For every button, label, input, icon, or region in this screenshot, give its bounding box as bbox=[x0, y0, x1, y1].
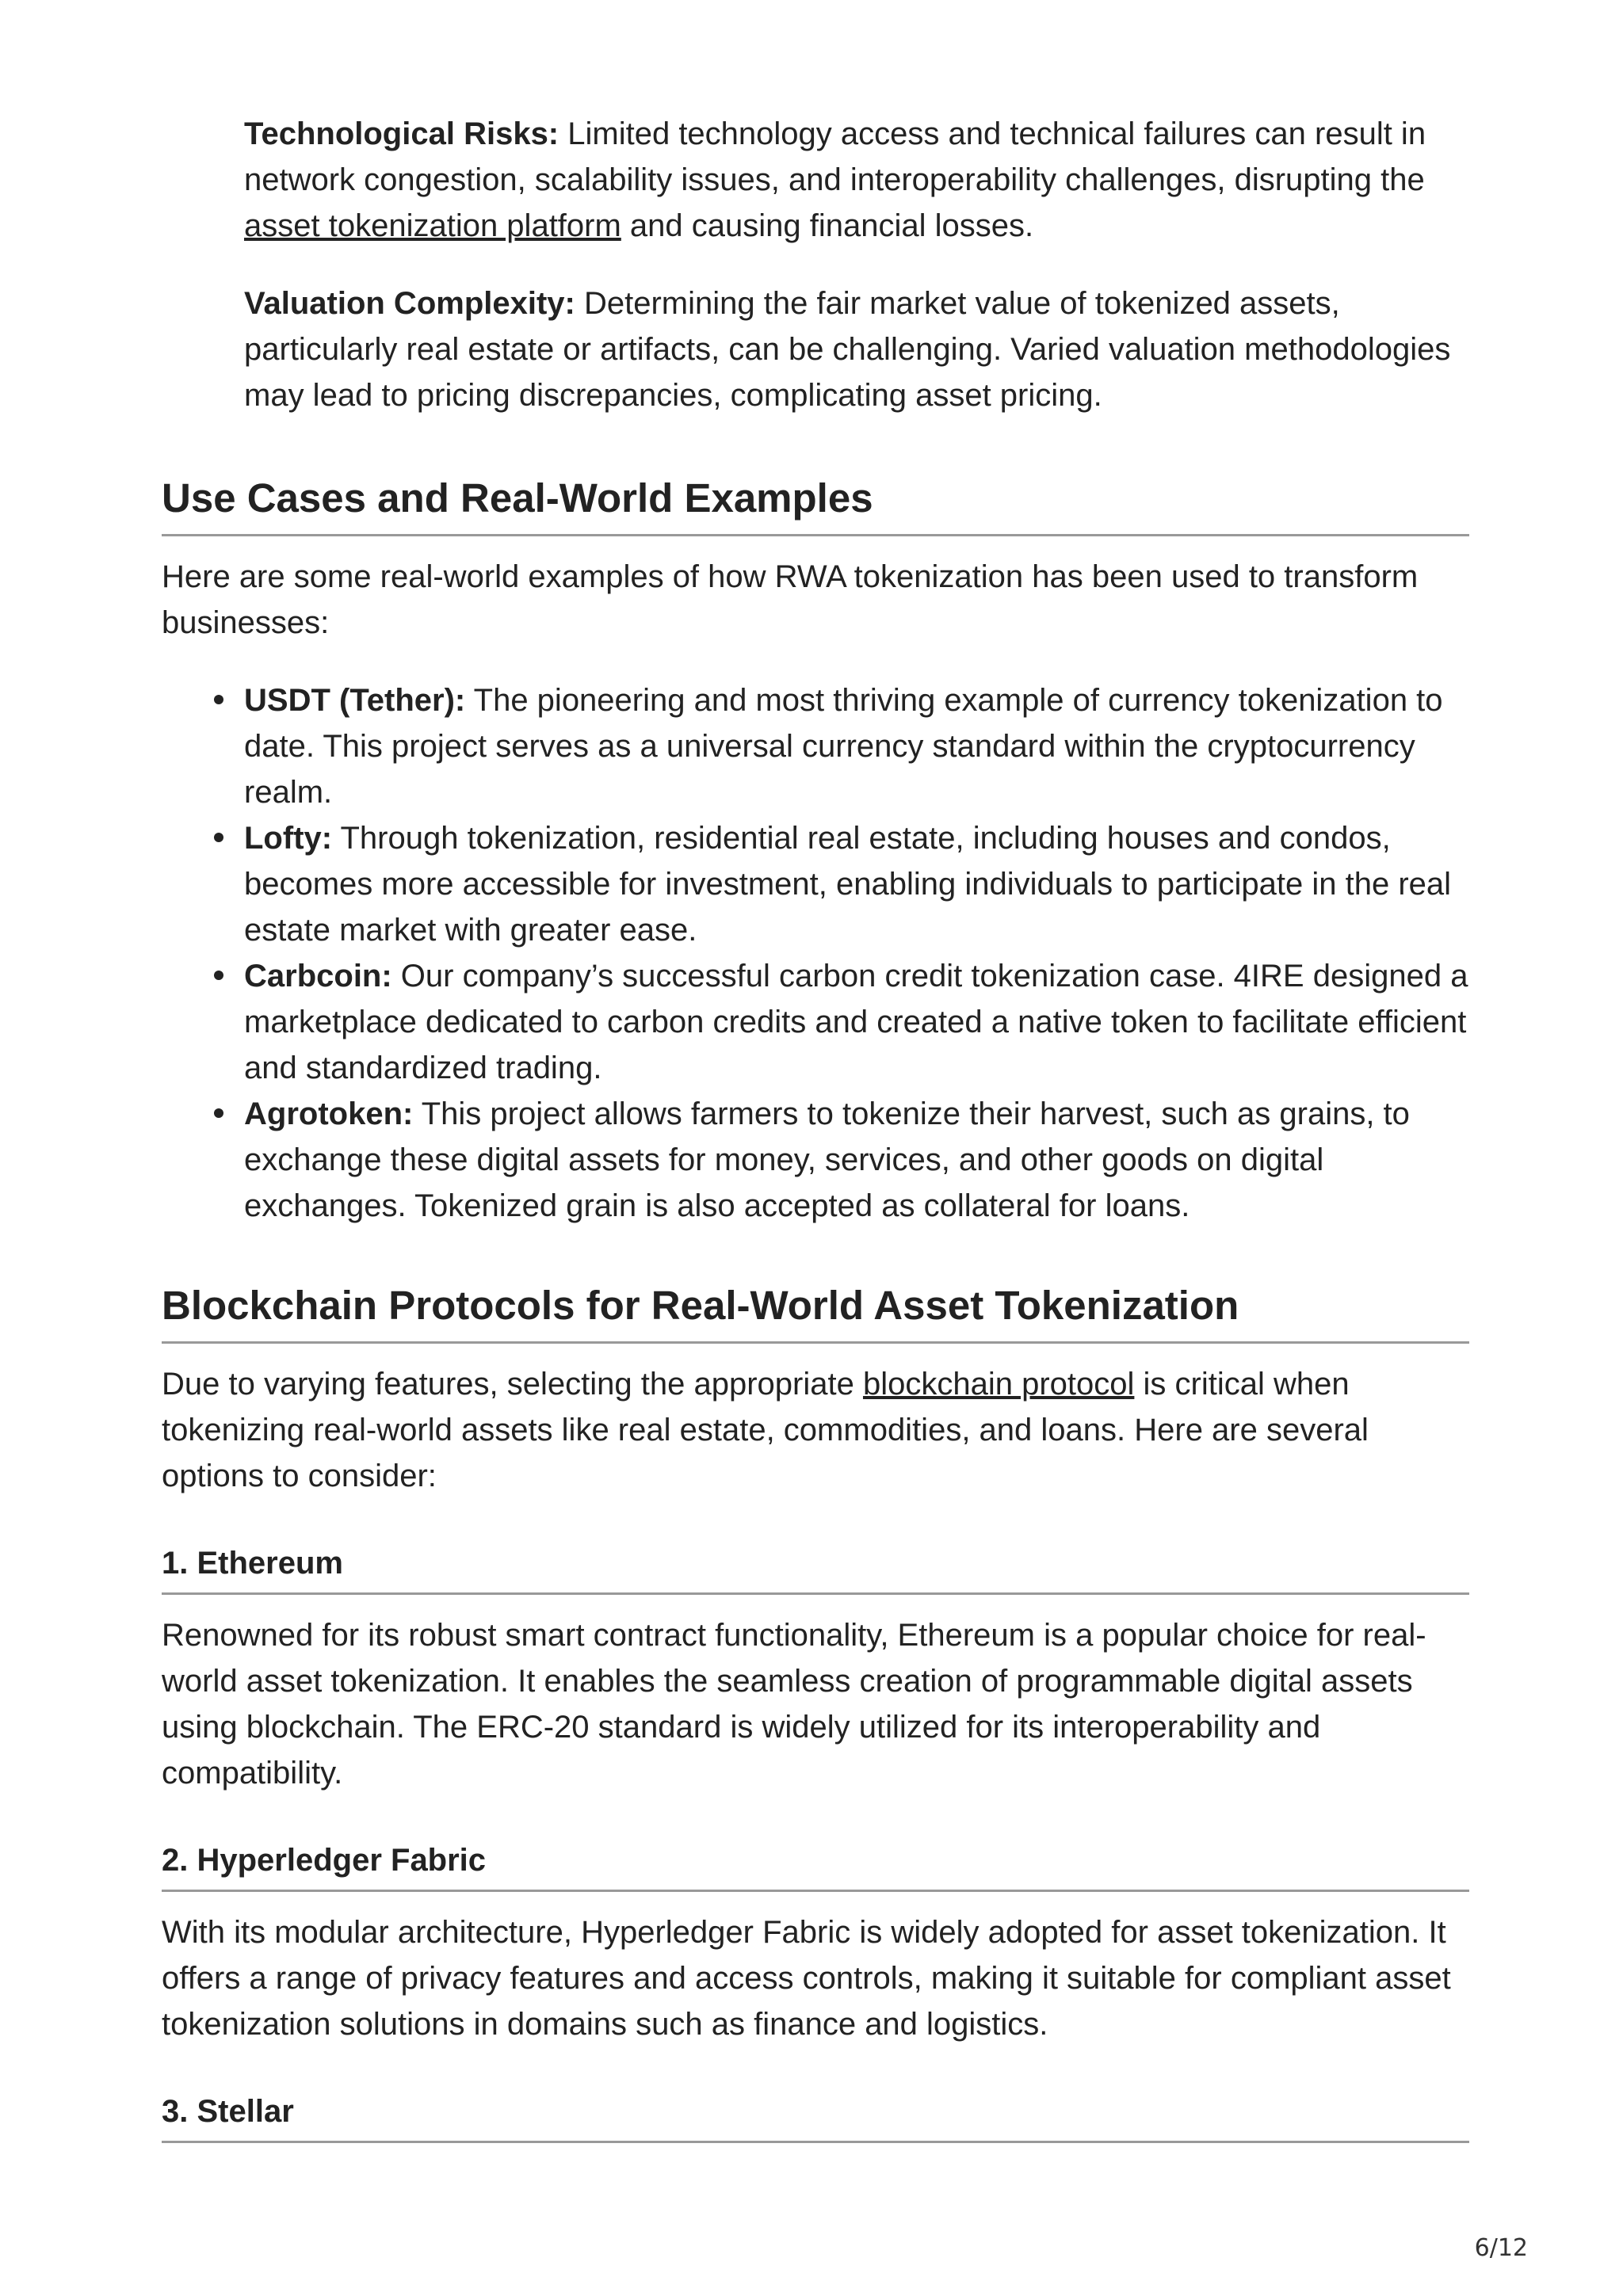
ethereum-text: Renowned for its robust smart contract functionality, Ethereum is a popular choice for real-world asset tokenization. It enables the seamless creation of programmable digital assets using blockchain. The ERC-20 standard is widely utilized for its interoperability and compatibility. bbox=[162, 1618, 1426, 1791]
list-item-label: Carbcoin: bbox=[244, 959, 392, 994]
bullet-icon bbox=[214, 695, 223, 704]
list-item bbox=[244, 1091, 1469, 1229]
protocols-intro bbox=[162, 1361, 1469, 1499]
list-item-label: USDT (Tether): bbox=[244, 683, 466, 718]
risk-valuation bbox=[244, 280, 1469, 418]
risk-technological bbox=[244, 111, 1469, 249]
blockchain-protocol-link[interactable]: blockchain protocol bbox=[862, 1367, 1135, 1402]
asset-tokenization-platform-link[interactable]: asset tokenization platform bbox=[244, 208, 621, 243]
hyperledger-text: With its modular architecture, Hyperledger Fabric is widely adopted for asset tokenization. It offers a range of privacy features and access controls, making it suitable for compliant asset tokenization solutions in domains such as finance and logistics. bbox=[162, 1915, 1451, 2042]
bullet-icon bbox=[214, 1108, 223, 1118]
list-item-text: This project allows farmers to tokenize their harvest, such as grains, to exchange these digital assets for money, services, and other goods on digital exchanges. Tokenized grain is also accepted as collateral for loans. bbox=[244, 1097, 1410, 1223]
document-page bbox=[162, 111, 1469, 2143]
list-item bbox=[244, 953, 1469, 1091]
protocols-intro-text: Due to varying features, selecting the appropriate bbox=[162, 1367, 863, 1402]
risk-valuation-label: Valuation Complexity: bbox=[244, 286, 575, 321]
stellar-heading: 3. Stellar bbox=[162, 2092, 1469, 2143]
list-item-text: Through tokenization, residential real estate, including houses and condos, becomes more accessible for investment, enabling individuals to participate in the real estate market with greater ease. bbox=[244, 821, 1452, 948]
risk-technological-text-end: and causing financial losses. bbox=[621, 208, 1034, 243]
list-item-text: Our company’s successful carbon credit tokenization case. 4IRE designed a marketplace dedicated to carbon credits and created a native token to facilitate efficient and standardized trading. bbox=[244, 959, 1468, 1085]
ethereum-heading: 1. Ethereum bbox=[162, 1543, 1469, 1595]
use-cases-intro: Here are some real-world examples of how RWA tokenization has been used to transform businesses: bbox=[162, 559, 1419, 640]
bullet-icon bbox=[214, 833, 223, 842]
list-item-label: Lofty: bbox=[244, 821, 333, 856]
list-item-text: The pioneering and most thriving example of currency tokenization to date. This project serves as a universal currency standard within the cryptocurrency realm. bbox=[244, 683, 1443, 810]
page-number: 6/12 bbox=[1474, 2234, 1528, 2262]
risk-valuation-text: Determining the fair market value of tokenized assets, particularly real estate or artifacts, can be challenging. Varied valuation methodologies may lead to pricing discrepancies, complicating asset pricing. bbox=[244, 286, 1451, 413]
list-item bbox=[244, 677, 1469, 815]
use-cases-heading: Use Cases and Real-World Examples bbox=[162, 474, 1469, 536]
bullet-icon bbox=[214, 971, 223, 980]
protocols-intro-text-end: is critical when tokenizing real-world assets like real estate, commodities, and loans. Here are several options to consider: bbox=[162, 1367, 1369, 1493]
risk-technological-text: Limited technology access and technical failures can result in network congestion, scalability issues, and interoperability challenges, disrupting the bbox=[244, 116, 1426, 197]
risk-technological-label: Technological Risks: bbox=[244, 116, 559, 151]
list-item-label: Agrotoken: bbox=[244, 1097, 414, 1131]
hyperledger-heading: 2. Hyperledger Fabric bbox=[162, 1840, 1469, 1892]
list-item bbox=[244, 815, 1469, 953]
use-cases-list bbox=[162, 677, 1469, 1229]
protocols-heading: Blockchain Protocols for Real-World Asset Tokenization bbox=[162, 1281, 1469, 1344]
